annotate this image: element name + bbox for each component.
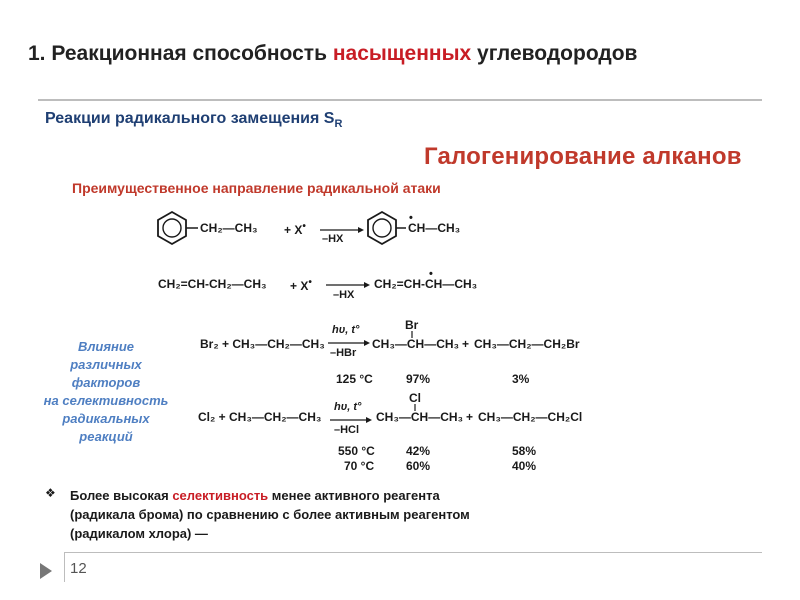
slide-title: 1. Реакционная способность насыщенных углеводородов bbox=[28, 42, 638, 65]
title-highlight: насыщенных bbox=[332, 42, 472, 65]
r3-loss: –HBr bbox=[330, 347, 357, 359]
r4-temperature-2: 70 °C bbox=[344, 459, 375, 473]
r4-yield2a: 60% bbox=[406, 459, 431, 473]
r3-product1: CH₃—CH—CH₃ bbox=[372, 337, 460, 351]
r2-reagent: + X• bbox=[290, 277, 312, 293]
r3-temperature: 125 °C bbox=[336, 372, 373, 386]
r1-reactant: CH₂—CH₃ bbox=[200, 221, 258, 235]
r3-product2: CH₃—CH₂—CH₂Br bbox=[474, 337, 580, 351]
r4-plus: + bbox=[466, 410, 474, 424]
benzene-ring-icon bbox=[158, 212, 198, 244]
r2-loss: –HX bbox=[333, 289, 355, 301]
r4-reactant: Cl₂ + CH₃—CH₂—CH₃ bbox=[198, 410, 322, 424]
r3-conditions: hυ, t° bbox=[332, 324, 360, 336]
section-subtitle: Реакции радикального замещения $S_R$ bbox=[45, 110, 343, 131]
r4-loss: –HCl bbox=[334, 424, 360, 436]
r1-product: • CH—CH₃ bbox=[408, 212, 461, 235]
reaction-arrow bbox=[328, 340, 370, 346]
preferred-direction-heading: Преимущественное направление радикальной атаки bbox=[72, 180, 441, 196]
footer-divider bbox=[64, 552, 762, 553]
r4-product2: CH₃—CH₂—CH₂Cl bbox=[478, 410, 583, 424]
selectivity-note: Более высокая селективность менее активного реагента (радикала брома) по сравнению с более активным реагентом (радикалом хлора) — bbox=[70, 488, 470, 541]
reaction-arrow bbox=[326, 282, 370, 288]
r4-substituent: Cl bbox=[409, 391, 421, 405]
section-heading: Галогенирование алканов bbox=[424, 143, 742, 170]
r1-loss: –HX bbox=[322, 233, 344, 245]
reaction-arrow bbox=[330, 417, 372, 423]
r4-product1: CH₃—CH—CH₃ bbox=[376, 410, 464, 424]
footer-divider-vertical bbox=[64, 552, 65, 582]
r4-temperature-1: 550 °C bbox=[338, 444, 375, 458]
r3-plus: + bbox=[462, 337, 470, 351]
benzene-ring-icon bbox=[368, 212, 406, 244]
r4-conditions: hυ, t° bbox=[334, 401, 362, 413]
radical-dot: • bbox=[429, 268, 433, 280]
r4-yield2b: 40% bbox=[512, 459, 537, 473]
r2-product: CH₂=CH- • CH—CH₃ bbox=[374, 268, 478, 291]
r3-substituent: Br bbox=[405, 318, 419, 332]
r3-yield1: 97% bbox=[406, 372, 431, 386]
r1-reagent: + X• bbox=[284, 221, 306, 237]
influence-factors-caption: Влияние различных факторов на селективность радикальных реакций bbox=[43, 339, 169, 444]
play-icon[interactable] bbox=[40, 563, 52, 579]
r3-reactant: Br₂ + CH₃—CH₂—CH₃ bbox=[200, 337, 325, 351]
r2-reactant: CH₂=CH-CH₂—CH₃ bbox=[158, 277, 267, 291]
radical-dot: • bbox=[409, 212, 413, 224]
r4-yield1a: 42% bbox=[406, 444, 431, 458]
r3-yield2: 3% bbox=[512, 372, 530, 386]
bullet-icon: ❖ bbox=[45, 486, 56, 500]
page-number: 12 bbox=[70, 560, 87, 577]
r4-yield1b: 58% bbox=[512, 444, 537, 458]
